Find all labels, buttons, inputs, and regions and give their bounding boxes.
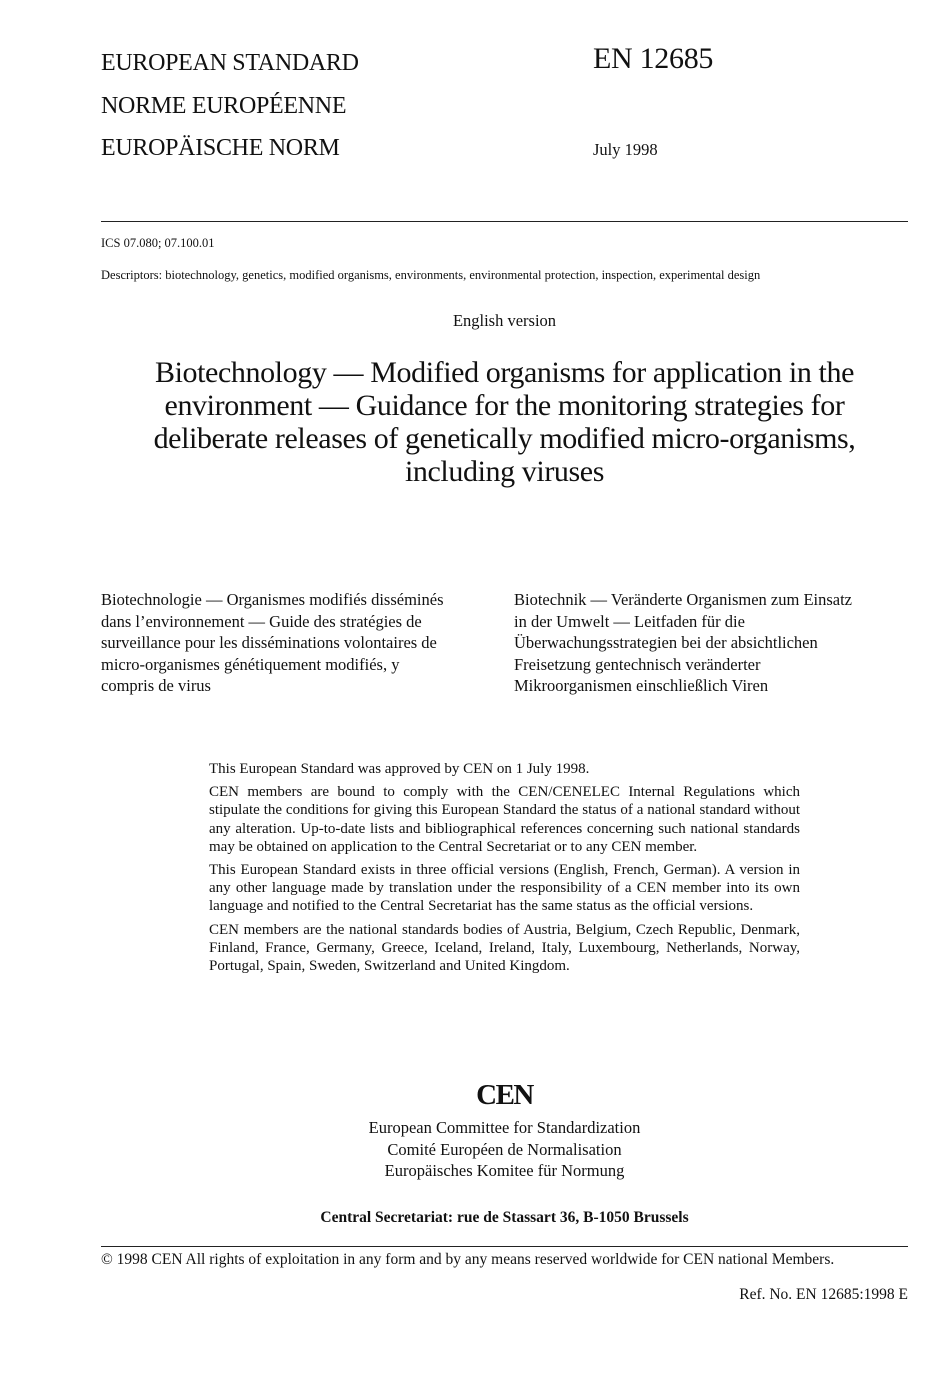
approval-notes <box>209 760 800 980</box>
title-line: deliberate releases of genetically modified micro-organisms, <box>153 422 856 455</box>
members-paragraph: CEN members are the national standards bodies of Austria, Belgium, Czech Republic, Denmark, Finland, France, Germany, Greece, Iceland, Ireland, Italy, Luxembourg, Netherlands, Norway, Portugal, Spain, Sweden, Switzerland and United Kingdom. <box>209 921 800 975</box>
title-line: Biotechnology — Modified organisms for application in the <box>154 356 855 389</box>
title-line: environment — Guidance for the monitoring strategies for <box>164 389 845 422</box>
french-title-line: compris de virus <box>101 676 211 695</box>
title-line: including viruses <box>404 455 604 488</box>
german-title-line: in der Umwelt — Leitfaden für die <box>514 611 745 631</box>
french-title-line: surveillance pour les disséminations volontaires de <box>101 633 437 652</box>
copyright-notice: © 1998 CEN All rights of exploitation in any form and by any means reserved worldwide for CEN national Members. <box>101 1251 835 1268</box>
document-title <box>101 356 908 488</box>
compliance-paragraph: CEN members are bound to comply with the CEN/CENELEC Internal Regulations which stipulate the conditions for giving this European Standard the status of a national standard without any alteration. Up-to-date lists and bibliographical references concerning such national standards may be obtained on application to the Central Secretariat or to any CEN member. <box>209 784 800 855</box>
reference-number: Ref. No. EN 12685:1998 E <box>739 1286 908 1303</box>
header-divider <box>101 221 908 222</box>
footer-divider <box>101 1246 908 1247</box>
versions-paragraph: This European Standard exists in three official versions (English, French, German). A version in any other language made by translation under the responsibility of a CEN member into its own language and notified to the Central Secretariat has the same status as the official versions. <box>209 862 800 915</box>
german-title-line: Freisetzung gentechnisch veränderter <box>514 654 761 674</box>
cen-name-english: European Committee for Standardization <box>368 1118 641 1137</box>
standard-number: EN 12685 <box>593 42 714 75</box>
french-title-line: dans l’environnement — Guide des stratégies de <box>101 611 422 631</box>
approval-paragraph: This European Standard was approved by CEN on 1 July 1998. <box>209 761 590 777</box>
publication-date: July 1998 <box>593 140 658 159</box>
standard-name-german: EUROPÄISCHE NORM <box>101 135 340 161</box>
cen-name-french: Comité Européen de Normalisation <box>387 1139 622 1159</box>
standard-name-english: EUROPEAN STANDARD <box>101 50 359 76</box>
cen-names <box>101 1117 908 1182</box>
german-title-line: Überwachungsstrategien bei der absichtlichen <box>514 633 818 652</box>
german-title-line: Biotechnik — Veränderte Organismen zum Einsatz <box>514 590 853 609</box>
german-title-line: Mikroorganismen einschließlich Viren <box>514 676 769 695</box>
french-title-line: micro-organismes génétiquement modifiés, y <box>101 654 400 674</box>
central-secretariat: Central Secretariat: rue de Stassart 36, B-1050 Brussels <box>320 1209 689 1226</box>
descriptors: Descriptors: biotechnology, genetics, modified organisms, environments, environmental protection, inspection, experimental design <box>101 268 761 282</box>
version-label: English version <box>452 311 557 330</box>
french-title <box>101 589 501 697</box>
german-title <box>514 589 914 697</box>
standard-name-french: NORME EUROPÉENNE <box>101 93 347 119</box>
french-title-line: Biotechnologie — Organismes modifiés disséminés <box>101 590 444 609</box>
ics-codes: ICS 07.080; 07.100.01 <box>101 236 215 250</box>
cen-name-german: Europäisches Komitee für Normung <box>384 1161 625 1180</box>
cen-logo: CEN <box>476 1079 533 1111</box>
